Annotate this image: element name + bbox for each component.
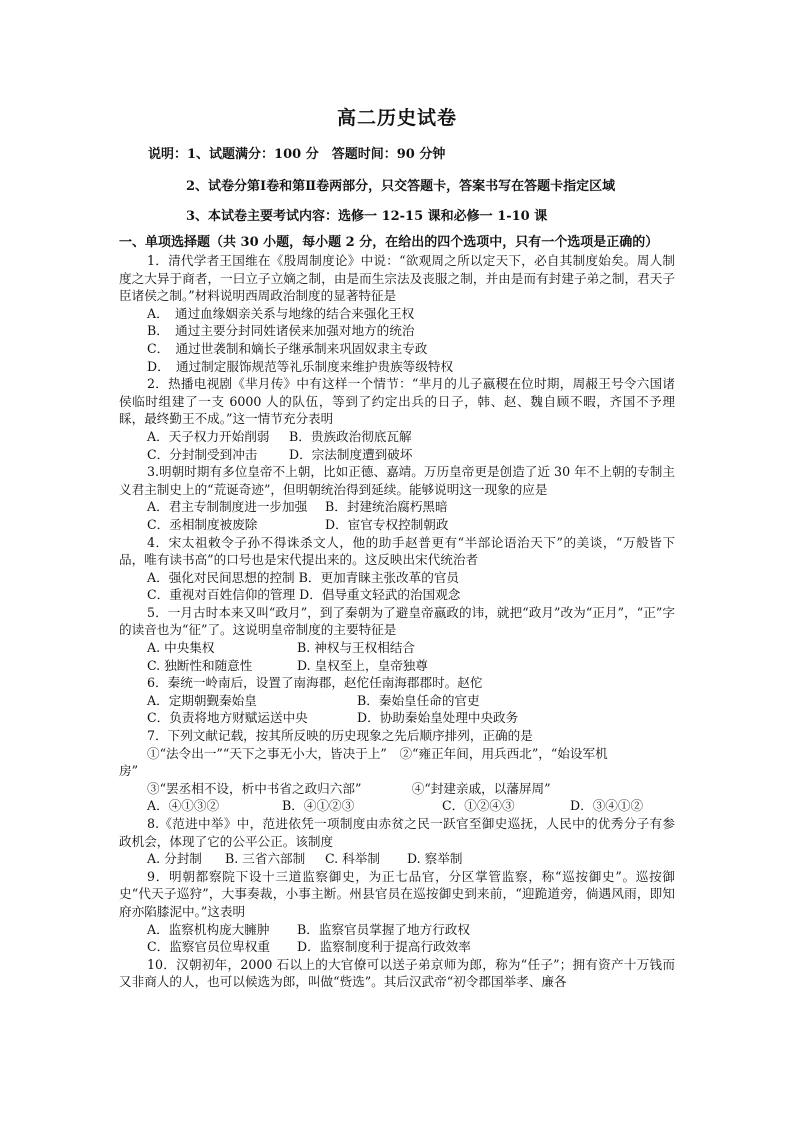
question-1-option-d: D． 通过制定服饰规范等礼乐制度来维护贵族等级特权 <box>147 358 454 374</box>
question-7-option-a: A．④①③② <box>147 798 220 814</box>
question-6-option-c: C．负责将地方财赋运送中央 <box>147 710 308 726</box>
question-5-option-c: C. 独断性和随意性 <box>147 657 253 673</box>
question-2-option-c: C．分封制受到冲击 <box>147 446 258 462</box>
question-4-stem: 4．宋太祖敕令子孙不得诛杀文人，他的助手赵普更有“半部论语治天下”的美谈，“万般皆下品，唯有读书高”的口号也是宋代提出来的。这反映出宋代统治者 <box>119 534 675 568</box>
question-3-option-c: C．丞相制度被废除 <box>147 516 258 532</box>
question-2-option-b: B．贵族政治彻底瓦解 <box>289 428 412 444</box>
question-2-stem: 2．热播电视剧《芈月传》中有这样一个情节：“芈月的儿子嬴稷在位时期，周赧王号令六国诸侯临时组建了一支 6000 人的队伍，等到了约定出兵的日子，韩、赵、魏自顾不暇，齐国不予理睬，最终勤王不成。”这一情节充分表明 <box>119 376 675 427</box>
question-7-item-wrap: 房” <box>119 763 139 779</box>
question-8-option-d: D. 察举制 <box>407 851 463 867</box>
question-2-options <box>119 428 675 463</box>
question-7-option-c: C．①②④③ <box>442 798 515 814</box>
question-3-option-b: B．封建统治腐朽黑暗 <box>325 499 448 515</box>
question-6-option-a: A．定期朝觐秦始皇 <box>147 692 257 708</box>
page-title: 高二历史试卷 <box>336 107 457 129</box>
question-4-options <box>119 569 675 604</box>
question-8-stem: 8.《范进中举》中，范进依凭一项制度由赤贫之民一跃官至御史巡抚，人民中的优秀分子有参政机会，体现了它的公平公正。该制度 <box>119 816 675 849</box>
question-5-option-d: D. 皇权至上，皇帝独尊 <box>297 657 428 673</box>
question-1-stem: 1．清代学者王国维在《殷周制度论》中说：“欲观周之所以定天下，必自其制度始矣。周人制度之大异于商者，一曰立子立嫡之制，由是而生宗法及丧服之制，并由是而有封建子弟之制，君天子臣诸侯之制。”材料说明西周政治制度的显著特征是 <box>119 253 675 304</box>
question-7-option-b: B．④①②③ <box>282 798 355 814</box>
question-3-stem: 3.明朝时期有多位皇帝不上朝，比如正德、嘉靖。万历皇帝更是创造了近 30 年不上朝的专制主义君主制史上的“荒诞奇迹”，但明朝统治得到延续。能够说明这一现象的应是 <box>119 464 675 497</box>
question-5-option-a: A. 中央集权 <box>147 640 215 656</box>
question-7-options <box>119 797 675 815</box>
question-7-item-line-1: ①“法令出一”“天下之事无小大，皆决于上” ②“雍正年间，用兵西北”，“始设军机 <box>147 745 608 761</box>
question-9-option-a: A．监察机构庞大臃肿 <box>147 921 270 937</box>
exam-note-2: 2、试卷分第Ⅰ卷和第Ⅱ卷两部分，只交答题卡，答案书写在答题卡指定区域 <box>186 179 616 194</box>
question-1-option-a: A． 通过血缘姻亲关系与地缘的结合来强化王权 <box>147 305 415 321</box>
question-9-stem: 9．明朝都察院下设十三道监察御史，为正七品官，分区掌管监察，称“巡按御史”。巡按御史“代天子巡狩”，大事奏裁，小事主断。州县官员在巡按御史到来前，“迎跪道旁，倘遇风雨，即知府亦陷膝泥中。”这表明 <box>119 868 675 919</box>
question-8-option-b: B. 三省六部制 <box>225 851 306 867</box>
question-6-stem: 6．秦统一岭南后，设置了南海郡，赵佗任南海郡郡时。赵佗 <box>147 675 483 691</box>
question-1-options <box>119 305 675 375</box>
question-6-options <box>119 692 675 727</box>
question-6-option-b: B．秦始皇任命的官吏 <box>357 692 480 708</box>
question-8-option-a: A. 分封制 <box>147 851 202 867</box>
question-2-option-d: D．宗法制度遭到破坏 <box>289 446 413 462</box>
question-5-stem: 5．一月古时本来又叫“政月”，到了秦朝为了避皇帝嬴政的讳，就把“政月”改为“正月”，“正”字的读音也为“征”了。这说明皇帝制度的主要特征是 <box>119 604 675 638</box>
question-8-options <box>119 850 675 868</box>
question-9-options <box>119 921 675 956</box>
section-heading: 一、单项选择题（共 30 小题，每小题 2 分，在给出的四个选项中，只有一个选项是正确的） <box>119 235 659 250</box>
question-9-option-d: D．监察制度利于提高行政效率 <box>297 939 471 955</box>
question-list <box>119 252 675 991</box>
question-5-option-b: B. 神权与王权相结合 <box>297 640 416 656</box>
question-8-option-c: C. 科举制 <box>325 851 380 867</box>
question-5-options <box>119 639 675 674</box>
exam-note-1: 说明：1、试题满分：100 分 答题时间：90 分钟 <box>148 147 446 162</box>
question-3-option-d: D．宦官专权控制朝政 <box>325 516 449 532</box>
question-3-options <box>119 498 675 533</box>
question-9-option-b: B．监察官员掌握了地方行政权 <box>297 921 470 937</box>
question-1-option-c: C． 通过世袭制和嫡长子继承制来巩固奴隶主专政 <box>147 340 428 356</box>
question-7-item-line-2: ③“罢丞相不设，析中书省之政归六部” ④“封建亲戚，以藩屏周” <box>147 780 551 796</box>
exam-note-3: 3、本试卷主要考试内容：选修一 12-15 课和必修一 1-10 课 <box>186 209 548 224</box>
question-4-option-cd: C．重视对百姓信仰的管理 D．倡导重文轻武的治国观念 <box>147 587 461 603</box>
question-1-option-b: B． 通过主要分封同姓诸侯来加强对地方的统治 <box>147 323 415 339</box>
question-4-option-ab: A．强化对民间思想的控制 B．更加青睐主张改革的官员 <box>147 569 460 585</box>
question-2-option-a: A．天子权力开始削弱 <box>147 428 270 444</box>
question-7-option-d: D．③④①② <box>570 798 644 814</box>
question-3-option-a: A．君主专制制度进一步加强 <box>147 499 308 515</box>
question-7-stem: 7．下列文献记载，按其所反映的历史现象之先后顺序排列，正确的是 <box>147 728 533 744</box>
question-9-option-c: C．监察官员位卑权重 <box>147 939 270 955</box>
question-6-option-d: D．协助秦始皇处理中央政务 <box>357 710 519 726</box>
question-10-stem: 10．汉朝初年，2000 石以上的大官僚可以送子弟京师为郎，称为“任子”；拥有资产十万钱而又非商人的人，也可以候选为郎，叫做“赀选”。其后汉武帝“初令郡国举孝、廉各 <box>119 956 675 990</box>
